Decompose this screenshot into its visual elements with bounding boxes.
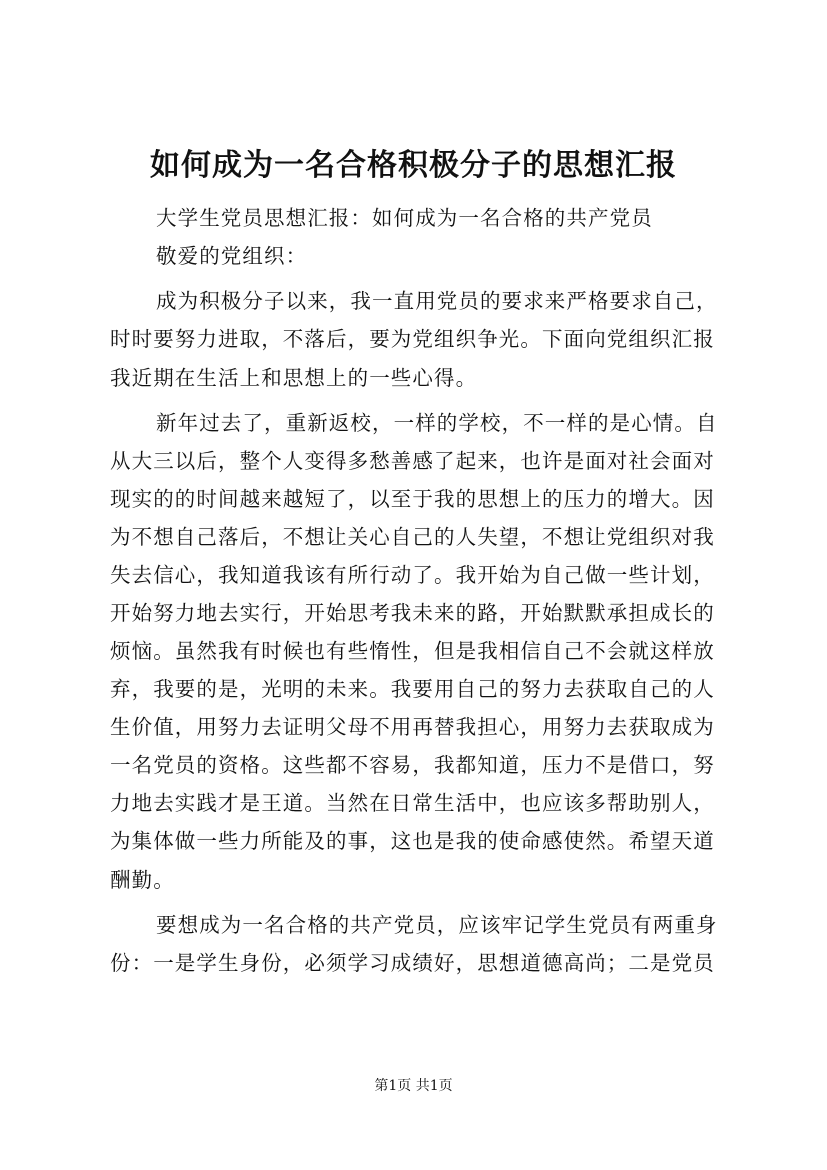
paragraph-3-line-1: 要想成为一名合格的共产党员，应该牢记学生党员有两重身 bbox=[156, 913, 718, 937]
paragraph-2-line-4: 为不想自己落后，不想让关心自己的人失望，不想让党组织对我 bbox=[110, 525, 715, 549]
paragraph-2-line-8: 弃，我要的是，光明的未来。我要用自己的努力去获取自己的人 bbox=[110, 677, 715, 701]
paragraph-1-line-3: 我近期在生活上和思想上的一些心得。 bbox=[110, 366, 478, 390]
paragraph-1-line-1: 成为积极分子以来，我一直用党员的要求来严格要求自己， bbox=[156, 289, 718, 313]
salutation: 敬爱的党组织： bbox=[156, 244, 308, 268]
paragraph-2-line-5: 失去信心，我知道我该有所行动了。我开始为自己做一些计划， bbox=[110, 563, 715, 587]
document-title: 如何成为一名合格积极分子的思想汇报 bbox=[150, 148, 677, 183]
paragraph-2-line-12: 为集体做一些力所能及的事，这也是我的使命感使然。希望天道 bbox=[110, 829, 715, 853]
paragraph-2-line-3: 现实的的时间越来越短了，以至于我的思想上的压力的增大。因 bbox=[110, 487, 715, 511]
paragraph-2-line-7: 烦恼。虽然我有时候也有些惰性，但是我相信自己不会就这样放 bbox=[110, 639, 715, 663]
paragraph-2-line-1: 新年过去了，重新返校，一样的学校，不一样的是心情。自 bbox=[156, 411, 718, 435]
paragraph-2-line-11: 力地去实践才是王道。当然在日常生活中，也应该多帮助别人， bbox=[110, 791, 715, 815]
paragraph-2-line-9: 生价值，用努力去证明父母不用再替我担心，用努力去获取成为 bbox=[110, 715, 715, 739]
page-footer: 第1页 共1页 bbox=[374, 1078, 453, 1094]
paragraph-2-line-10: 一名党员的资格。这些都不容易，我都知道，压力不是借口，努 bbox=[110, 753, 715, 777]
paragraph-2-line-6: 开始努力地去实行，开始思考我未来的路，开始默默承担成长的 bbox=[110, 601, 715, 625]
paragraph-3-line-2: 份：一是学生身份，必须学习成绩好，思想道德高尚；二是党员 bbox=[110, 951, 715, 975]
paragraph-2-line-2: 从大三以后，整个人变得多愁善感了起来，也许是面对社会面对 bbox=[110, 449, 715, 473]
document-subtitle: 大学生党员思想汇报：如何成为一名合格的共产党员 bbox=[156, 206, 653, 230]
paragraph-1-line-2: 时时要努力进取，不落后，要为党组织争光。下面向党组织汇报 bbox=[110, 327, 715, 351]
paragraph-2-line-13: 酬勤。 bbox=[110, 868, 175, 892]
